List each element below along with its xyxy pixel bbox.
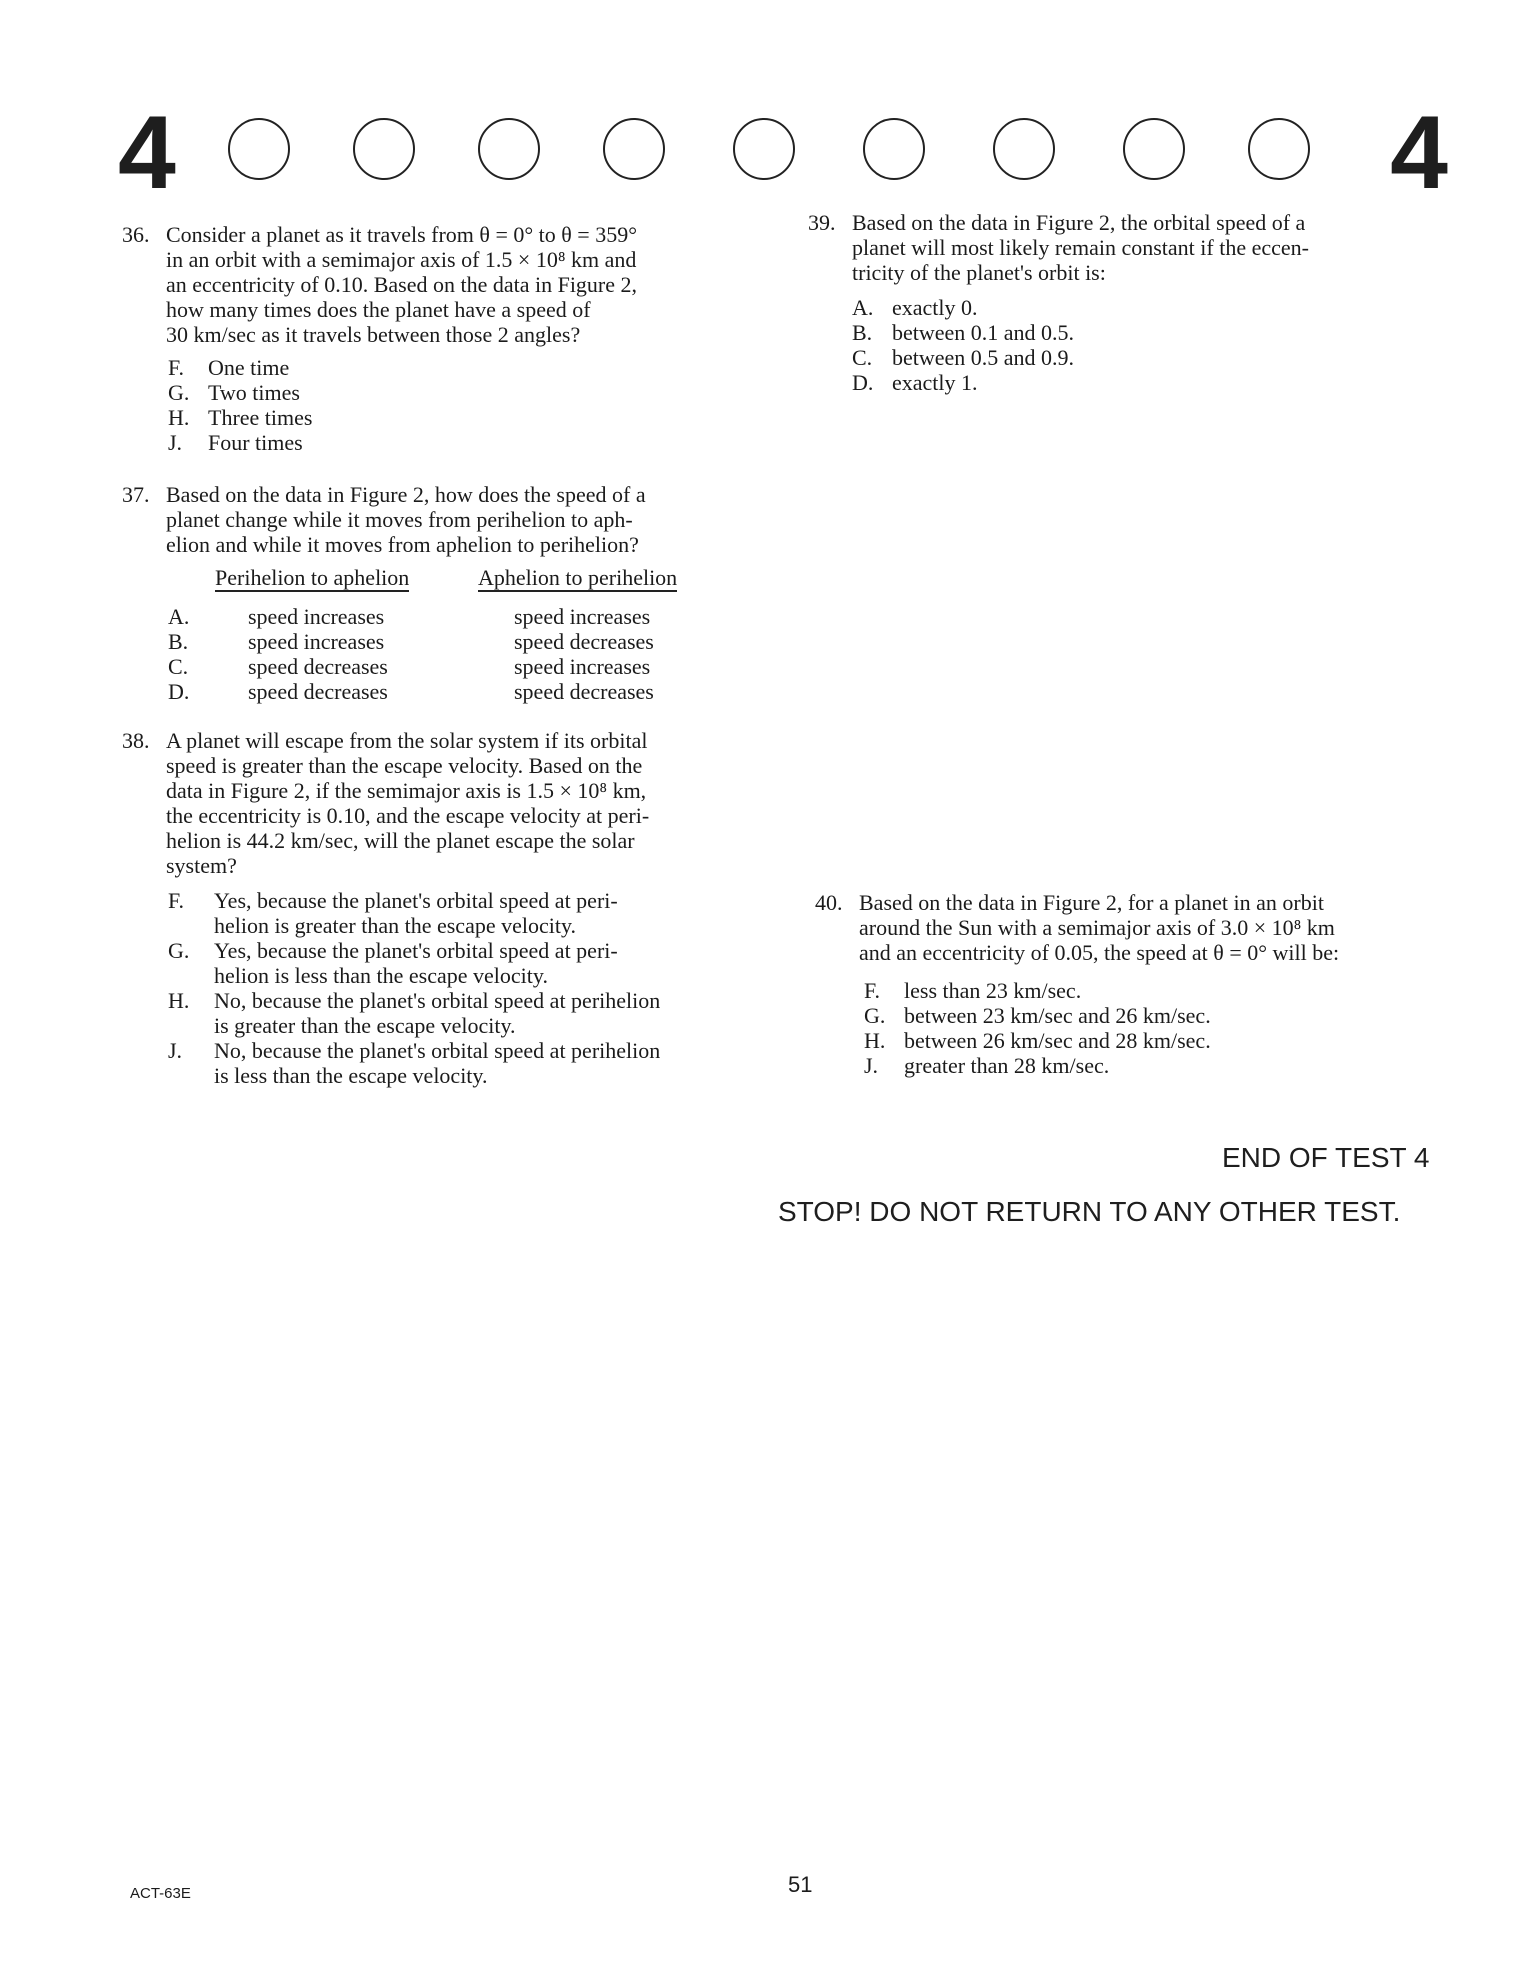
option-line: Yes, because the planet's orbital speed at peri- [214, 888, 618, 913]
answer-option-b[interactable]: B. [168, 629, 189, 654]
option-text: between 23 km/sec and 26 km/sec. [904, 1003, 1211, 1028]
end-of-test-label: END OF TEST 4 [1222, 1142, 1430, 1173]
page-number: 51 [788, 1872, 813, 1897]
decorative-circle [1248, 118, 1310, 180]
answer-option-g[interactable] [168, 380, 300, 405]
section-header [118, 95, 1448, 211]
stem-line: planet change while it moves from perihelion to aph- [166, 507, 633, 532]
option-line: is greater than the escape velocity. [214, 1013, 516, 1038]
stem-line: Based on the data in Figure 2, for a planet in an orbit [859, 890, 1324, 915]
decorative-circle [733, 118, 795, 180]
option-cell: speed decreases [514, 679, 654, 704]
stem-line: elion and while it moves from aphelion to perihelion? [166, 532, 639, 557]
option-letter: J. [168, 1038, 183, 1063]
stem-line: and an eccentricity of 0.05, the speed at θ = 0° will be: [859, 940, 1340, 965]
option-cell: speed increases [514, 604, 651, 629]
option-text: One time [208, 355, 290, 380]
stem-line: A planet will escape from the solar system if its orbital [166, 728, 648, 753]
option-text: between 0.1 and 0.5. [892, 320, 1075, 345]
option-letter: D. [852, 370, 874, 395]
option-line: No, because the planet's orbital speed at perihelion [214, 1038, 661, 1063]
answer-option-a[interactable] [852, 295, 978, 320]
stem-line: speed is greater than the escape velocity. Based on the [166, 753, 643, 778]
answer-option-b[interactable] [852, 320, 1074, 345]
option-letter: J. [168, 430, 183, 455]
option-text [214, 888, 618, 938]
option-cell: speed decreases [248, 654, 388, 679]
stem-line: planet will most likely remain constant if the eccen- [852, 235, 1309, 260]
option-letter: H. [168, 988, 190, 1013]
option-text [214, 988, 660, 1038]
answer-option-j[interactable] [864, 1053, 1109, 1078]
option-cell: speed increases [514, 654, 651, 679]
option-letter: C. [852, 345, 873, 370]
option-letter: F. [168, 355, 184, 380]
column-header-perihelion-to-aphelion: Perihelion to aphelion [215, 565, 410, 590]
column-header-aphelion-to-perihelion: Aphelion to perihelion [478, 565, 678, 590]
decorative-circle [353, 118, 415, 180]
option-text: greater than 28 km/sec. [904, 1053, 1110, 1078]
option-cell: speed decreases [248, 679, 388, 704]
option-letter: F. [168, 888, 184, 913]
option-letter: H. [168, 405, 190, 430]
section-number-left: 4 [118, 95, 176, 211]
stem-line: Consider a planet as it travels from θ = 0° to θ = 359° [166, 222, 638, 247]
option-letter: J. [864, 1053, 879, 1078]
decorative-circle [228, 118, 290, 180]
question-number: 39. [808, 210, 836, 235]
answer-option-f[interactable] [864, 978, 1081, 1003]
stem-line: around the Sun with a semimajor axis of 3.0 × 10⁸ km [859, 915, 1335, 940]
answer-option-h[interactable] [864, 1028, 1211, 1053]
question-stem [166, 222, 637, 347]
decorative-circle [478, 118, 540, 180]
answer-option-d[interactable] [852, 370, 978, 395]
option-line: Yes, because the planet's orbital speed at peri- [214, 938, 618, 963]
question-number: 40. [815, 890, 843, 915]
option-letter: B. [852, 320, 873, 345]
stem-line: system? [166, 853, 237, 878]
answer-option-d[interactable]: D. [168, 679, 190, 704]
answer-option-h[interactable] [168, 405, 312, 430]
answer-option-c[interactable] [852, 345, 1074, 370]
option-text [214, 1038, 660, 1088]
decorative-circle [863, 118, 925, 180]
option-line: is less than the escape velocity. [214, 1063, 488, 1088]
option-letter: H. [864, 1028, 886, 1053]
option-line: helion is greater than the escape velocity. [214, 913, 577, 938]
option-letter: G. [864, 1003, 886, 1028]
option-text: between 0.5 and 0.9. [892, 345, 1075, 370]
question-stem [852, 210, 1309, 285]
option-cell: speed increases [248, 604, 385, 629]
option-text: Three times [208, 405, 313, 430]
option-letter: G. [168, 938, 190, 963]
option-line: No, because the planet's orbital speed at perihelion [214, 988, 661, 1013]
decorative-circle [993, 118, 1055, 180]
stop-instruction: STOP! DO NOT RETURN TO ANY OTHER TEST. [778, 1196, 1401, 1227]
stem-line: tricity of the planet's orbit is: [852, 260, 1106, 285]
option-letter: A. [852, 295, 874, 320]
stem-line: an eccentricity of 0.10. Based on the data in Figure 2, [166, 272, 638, 297]
option-text: Four times [208, 430, 303, 455]
stem-line: Based on the data in Figure 2, how does the speed of a [166, 482, 646, 507]
option-text [214, 938, 618, 988]
option-cell: speed decreases [514, 629, 654, 654]
stem-line: data in Figure 2, if the semimajor axis is 1.5 × 10⁸ km, [166, 778, 647, 803]
option-line: helion is less than the escape velocity. [214, 963, 548, 988]
stem-line: Based on the data in Figure 2, the orbital speed of a [852, 210, 1306, 235]
form-code: ACT-63E [130, 1885, 191, 1902]
stem-line: the eccentricity is 0.10, and the escape velocity at peri- [166, 803, 650, 828]
stem-line: in an orbit with a semimajor axis of 1.5 × 10⁸ km and [166, 247, 637, 272]
question-number: 37. [122, 482, 150, 507]
decorative-circle [1123, 118, 1185, 180]
option-letter: F. [864, 978, 880, 1003]
answer-option-f[interactable] [168, 355, 289, 380]
question-number: 36. [122, 222, 150, 247]
answer-option-a[interactable]: A. [168, 604, 190, 629]
answer-option-c[interactable]: C. [168, 654, 189, 679]
option-text: between 26 km/sec and 28 km/sec. [904, 1028, 1211, 1053]
question-stem [166, 728, 649, 878]
section-number-right: 4 [1390, 95, 1448, 211]
option-text: exactly 0. [892, 295, 978, 320]
answer-option-j[interactable] [168, 430, 303, 455]
option-text: less than 23 km/sec. [904, 978, 1082, 1003]
decorative-circle [603, 118, 665, 180]
option-cell: speed increases [248, 629, 385, 654]
stem-line: how many times does the planet have a speed of [166, 297, 591, 322]
question-stem [166, 482, 646, 557]
question-number: 38. [122, 728, 150, 753]
stem-line: helion is 44.2 km/sec, will the planet escape the solar [166, 828, 635, 853]
option-text: Two times [208, 380, 300, 405]
option-text: exactly 1. [892, 370, 978, 395]
option-letter: G. [168, 380, 190, 405]
answer-option-g[interactable] [864, 1003, 1211, 1028]
question-stem [859, 890, 1339, 965]
stem-line: 30 km/sec as it travels between those 2 angles? [166, 322, 581, 347]
header-circle-row [228, 118, 1318, 188]
